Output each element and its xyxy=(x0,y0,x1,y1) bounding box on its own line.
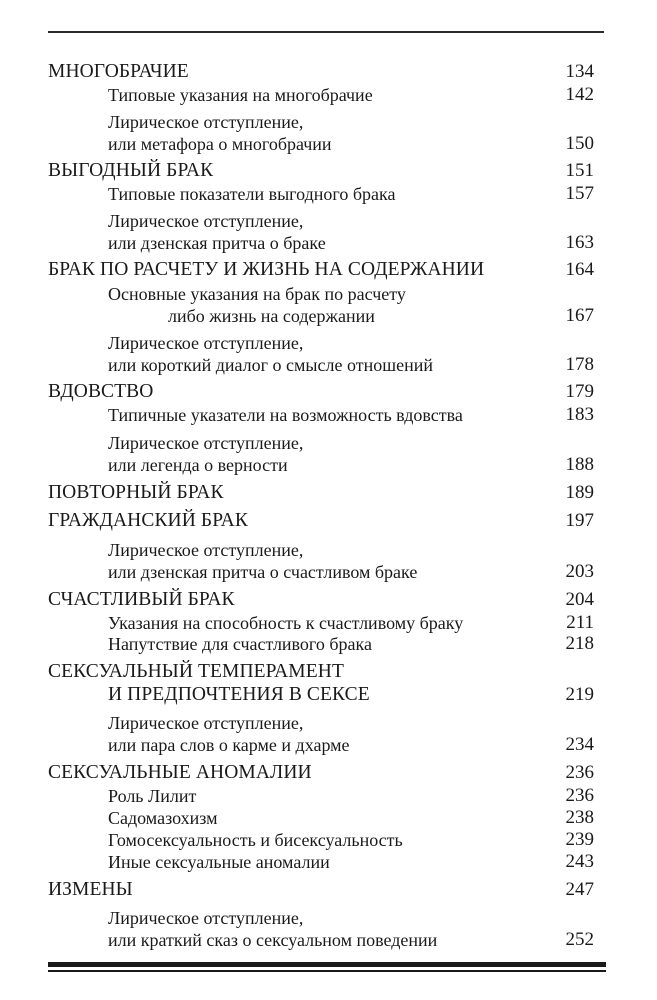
toc-entry xyxy=(48,332,594,354)
entry-page: 211 xyxy=(566,612,594,633)
entry-title: Лирическое отступление, xyxy=(108,433,304,453)
bottom-rule-thin xyxy=(48,970,606,972)
entry-page: 219 xyxy=(565,684,594,705)
entry-title: БРАК ПО РАСЧЕТУ И ЖИЗНЬ НА СОДЕРЖАНИИ xyxy=(48,259,485,280)
bottom-rule-thick xyxy=(48,962,606,967)
toc-entry xyxy=(48,539,594,561)
toc-entry xyxy=(48,712,594,734)
entry-page: 183 xyxy=(565,404,594,425)
toc-entry xyxy=(48,633,594,655)
toc-entry xyxy=(48,734,594,756)
entry-page: 142 xyxy=(565,84,594,105)
toc-entry xyxy=(48,510,594,532)
entry-page: 157 xyxy=(565,183,594,204)
entry-page: 197 xyxy=(565,510,594,531)
entry-title: Лирическое отступление, xyxy=(108,540,304,560)
entry-title: ВДОВСТВО xyxy=(48,381,154,402)
entry-title: Садомазохизм xyxy=(108,808,218,828)
entry-page: 150 xyxy=(565,133,594,154)
entry-title: или пара слов о карме и дхарме xyxy=(108,735,350,755)
toc-entry xyxy=(48,210,594,232)
entry-page: 247 xyxy=(565,879,594,900)
entry-title: или короткий диалог о смысле отношений xyxy=(108,355,433,375)
toc-entry xyxy=(48,259,594,281)
toc-entry xyxy=(48,305,594,327)
entry-title: или краткий сказ о сексуальном поведении xyxy=(108,930,438,950)
entry-title: СЧАСТЛИВЫЙ БРАК xyxy=(48,589,235,610)
toc-entry xyxy=(48,283,594,305)
entry-title: Лирическое отступление, xyxy=(108,713,304,733)
toc-entry xyxy=(48,432,594,454)
toc-entry xyxy=(48,762,594,784)
entry-page: 236 xyxy=(565,785,594,806)
toc-entry xyxy=(48,482,594,504)
toc-entry xyxy=(48,879,594,901)
entry-page: 252 xyxy=(565,929,594,950)
entry-title: СЕКСУАЛЬНЫЕ АНОМАЛИИ xyxy=(48,762,312,783)
entry-page: 236 xyxy=(565,762,594,783)
toc-entry xyxy=(48,589,594,611)
toc-entry xyxy=(48,785,594,807)
entry-page: 188 xyxy=(565,454,594,475)
entry-page: 234 xyxy=(565,734,594,755)
toc-entry xyxy=(48,61,594,83)
toc-entry xyxy=(48,807,594,829)
toc-entry xyxy=(48,851,594,873)
entry-page: 179 xyxy=(565,381,594,402)
entry-title: Роль Лилит xyxy=(108,786,197,806)
entry-title: Типовые показатели выгодного брака xyxy=(108,184,396,204)
entry-title: Лирическое отступление, xyxy=(108,112,304,132)
entry-title: Напутствие для счастливого брака xyxy=(108,634,372,654)
entry-title: ВЫГОДНЫЙ БРАК xyxy=(48,160,214,181)
toc-entry xyxy=(48,84,594,106)
entry-title: Лирическое отступление, xyxy=(108,908,304,928)
entry-page: 243 xyxy=(565,851,594,872)
toc-entry xyxy=(48,160,594,182)
entry-page: 151 xyxy=(565,160,594,181)
entry-title: Лирическое отступление, xyxy=(108,333,304,353)
toc-entry xyxy=(48,183,594,205)
entry-title: или легенда о верности xyxy=(108,455,288,475)
entry-title: ГРАЖДАНСКИЙ БРАК xyxy=(48,510,248,531)
entry-page: 167 xyxy=(565,305,594,326)
entry-title: ПОВТОРНЫЙ БРАК xyxy=(48,482,224,503)
toc-entry xyxy=(48,111,594,133)
toc-entry xyxy=(48,354,594,376)
entry-title: Гомосексуальность и бисексуальность xyxy=(108,830,403,850)
entry-title: Иные сексуальные аномалии xyxy=(108,852,330,872)
entry-page: 163 xyxy=(565,232,594,253)
entry-page: 204 xyxy=(565,589,594,610)
toc-entry xyxy=(48,133,594,155)
entry-page: 238 xyxy=(565,807,594,828)
toc-entry xyxy=(48,404,594,426)
top-rule xyxy=(48,31,604,33)
entry-page: 134 xyxy=(565,61,594,82)
entry-page: 239 xyxy=(565,829,594,850)
entry-title: Основные указания на брак по расчету xyxy=(108,284,406,304)
entry-title: Указания на способность к счастливому браку xyxy=(108,613,464,633)
entry-page: 189 xyxy=(565,482,594,503)
entry-title: Типичные указатели на возможность вдовства xyxy=(108,405,463,425)
entry-title: Лирическое отступление, xyxy=(108,211,304,231)
entry-title: или дзенская притча о счастливом браке xyxy=(108,562,418,582)
entry-title: СЕКСУАЛЬНЫЙ ТЕМПЕРАМЕНТ xyxy=(48,661,344,682)
entry-title: или метафора о многобрачии xyxy=(108,134,332,154)
toc-entry xyxy=(48,684,594,706)
toc-entry xyxy=(48,454,594,476)
entry-title: И ПРЕДПОЧТЕНИЯ В СЕКСЕ xyxy=(108,684,370,705)
entry-page: 164 xyxy=(565,259,594,280)
entry-title: либо жизнь на содержании xyxy=(168,306,375,326)
entry-title: Типовые указания на многобрачие xyxy=(108,85,373,105)
toc-entry xyxy=(48,232,594,254)
toc-entry xyxy=(48,929,594,951)
entry-page: 178 xyxy=(565,354,594,375)
toc-entry xyxy=(48,661,594,683)
toc-entry xyxy=(48,561,594,583)
entry-title: МНОГОБРАЧИЕ xyxy=(48,61,189,82)
toc-entry xyxy=(48,829,594,851)
toc-entry xyxy=(48,907,594,929)
entry-page: 203 xyxy=(565,561,594,582)
entry-title: или дзенская притча о браке xyxy=(108,233,326,253)
toc-entry xyxy=(48,612,594,634)
entry-title: ИЗМЕНЫ xyxy=(48,879,133,900)
toc-entry xyxy=(48,381,594,403)
entry-page: 218 xyxy=(565,633,594,654)
